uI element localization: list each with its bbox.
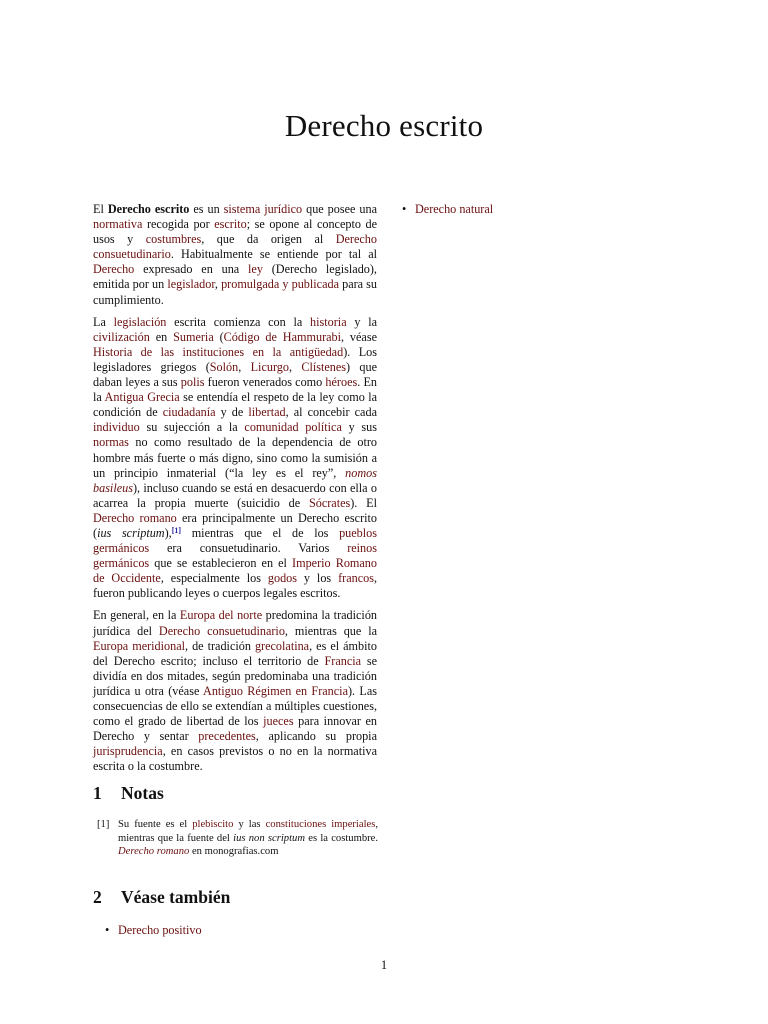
link-escrito[interactable]: escrito — [214, 217, 247, 232]
footnote-1 — [97, 818, 378, 859]
term-derecho-escrito: Derecho escrito — [107, 202, 190, 216]
link-grecolatina[interactable]: grecolatina — [254, 638, 310, 653]
see-also-list-left — [104, 923, 202, 938]
link-precedentes[interactable]: precedentes — [198, 729, 256, 744]
see-also-list — [104, 923, 202, 938]
footnote-text: Su fuente es el plebiscito y las constituciones imperiales, mientras que la fuente del ius non scriptum es la costumbre. Derecho romano en monografias.com — [118, 819, 379, 858]
footnote-ref-link[interactable]: [1] — [171, 525, 182, 535]
link-jurisprudencia[interactable]: jurisprudencia — [93, 744, 163, 759]
page-title: Derecho escrito — [284, 108, 484, 143]
link-europa-meridional[interactable]: Europa meridional — [93, 638, 186, 653]
paragraph-europe: En general, en la Europa del norte predomina la tradición jurídica del Derecho consuetudinario, mientras que la Europa meridional, de tradición grecolatina, es el ámbito del Derecho escrito; incluso el territorio de Francia se dividía en dos mitades, según predominaba una tradición jurídica u otra (véase Antiguo Régimen en Francia). Las consecuencias de ello se extendían a múltiples cuestiones, como el grado de libertad de los jueces para innovar en Derecho y sentar precedentes, aplicando su propia jurisprudencia, en casos previstos o no en la normativa escrita o la costumbre. — [93, 608, 378, 774]
ius-non-scriptum: ius non scriptum — [233, 832, 305, 844]
link-francia[interactable]: Francia — [324, 653, 362, 668]
footnote-ref — [172, 526, 181, 535]
link-legislacion[interactable]: legislación — [113, 314, 167, 329]
link-pueblos-germanicos[interactable]: pueblos germánicos — [93, 525, 377, 556]
link-comunidad-politica[interactable]: comunidad política — [244, 420, 342, 435]
link-promulgada-publicada[interactable]: promulgada y publicada — [221, 277, 339, 292]
link-derecho-consuetudinario[interactable]: Derecho consuetudinario — [93, 232, 377, 262]
link-normas[interactable]: normas — [93, 435, 129, 450]
list-item — [401, 202, 681, 217]
link-antigua-grecia[interactable]: Antigua Grecia — [104, 390, 180, 405]
derecho-romano-text: Derecho romano — [118, 846, 190, 858]
link-historia-instituciones[interactable]: Historia de las instituciones en la antigüedad — [93, 344, 344, 359]
link-francos[interactable]: francos — [338, 571, 374, 586]
link-legislador[interactable]: legislador — [167, 277, 215, 292]
link-godos[interactable]: godos — [267, 571, 297, 586]
nomos-basileus-text: nomos basileus — [93, 465, 377, 495]
link-ciudadania[interactable]: ciudadanía — [162, 405, 216, 420]
link-derecho-romano[interactable]: Derecho romano — [93, 510, 177, 525]
section-heading-vease: 2 Véase también — [93, 887, 231, 907]
link-normativa[interactable]: normativa — [93, 217, 143, 232]
link-heroes[interactable]: héroes — [325, 375, 358, 390]
footnote-mark: [1] — [97, 819, 110, 830]
link-sistema-juridico[interactable]: sistema jurídico — [223, 202, 303, 216]
link-derecho[interactable]: Derecho — [93, 262, 135, 277]
link-derecho-romano-monografias[interactable] — [118, 846, 189, 857]
section-heading-notas: 1 Notas — [93, 783, 164, 803]
link-derecho-natural[interactable]: Derecho natural — [415, 202, 494, 216]
link-sumeria[interactable]: Sumeria — [173, 329, 214, 344]
footnote-list — [97, 818, 378, 859]
link-clistenes[interactable]: Clístenes — [301, 359, 347, 374]
page-number: 1 — [380, 958, 388, 972]
link-historia[interactable]: historia — [310, 314, 347, 329]
link-civilizacion[interactable]: civilización — [93, 329, 150, 344]
link-derecho-positivo[interactable]: Derecho positivo — [118, 923, 202, 937]
link-socrates[interactable]: Sócrates — [308, 495, 351, 510]
link-individuo[interactable]: individuo — [93, 420, 140, 435]
list-item — [104, 923, 202, 938]
link-jueces[interactable]: jueces — [263, 714, 294, 729]
link-imperio-romano-occidente[interactable]: Imperio Romano de Occidente — [93, 556, 377, 586]
link-costumbres[interactable]: costumbres — [145, 232, 202, 247]
link-constituciones-imperiales[interactable]: constituciones imperiales — [265, 819, 376, 830]
link-solon[interactable]: Solón — [209, 359, 239, 374]
ius-scriptum: ius scriptum — [97, 525, 165, 540]
link-codigo-hammurabi[interactable]: Código de Hammurabi — [223, 329, 342, 344]
main-column — [93, 202, 377, 781]
link-libertad[interactable]: libertad — [248, 405, 286, 420]
see-also-list-right — [401, 202, 681, 217]
link-europa-norte[interactable]: Europa del norte — [179, 608, 263, 623]
link-reinos-germanicos[interactable]: reinos germánicos — [93, 541, 377, 571]
link-licurgo[interactable]: Licurgo — [250, 359, 289, 374]
link-derecho-consuetudinario-2[interactable]: Derecho consuetudinario — [158, 623, 285, 638]
link-plebiscito[interactable]: plebiscito — [192, 819, 234, 830]
link-polis[interactable]: polis — [180, 375, 205, 390]
paragraph-intro: El Derecho escrito es un sistema jurídico que posee una normativa recogida por escrito; se opone al concepto de usos y costumbres, que da origen al Derecho consuetudinario. Habitualmente se entiende por tal al Derecho expresado en una ley (Derecho legislado), emitida por un legislador, promulgada y publicada para su cumplimiento. — [93, 202, 378, 307]
right-column — [401, 202, 681, 217]
paragraph-history: La legislación escrita comienza con la historia y la civilización en Sumeria (Código de Hammurabi, véase Historia de las instituciones en la antigüedad). Los legisladores griegos (Solón, Licurgo, Clístenes) que daban leyes a sus polis fueron venerados como héroes. En la Antigua Grecia se entendía el respeto de la ley como la condición de ciudadanía y de libertad, al concebir cada individuo su sujección a la comunidad política y sus normas no como resultado de la dependencia de otro hombre más fuerte o más digno, sino como la sumisión a un principio inmaterial (“la ley es el rey”, nomos basileus), incluso cuando se está en desacuerdo con ella o acarrea la propia muerte (suicidio de Sócrates). El Derecho romano era principalmente un Derecho escrito (ius scriptum),[1] mientras que el de los pueblos germánicos era consuetudinario. Varios reinos germánicos que se establecieron en el Imperio Romano de Occidente, especialmente los godos y los francos, fueron publicando leyes o cuerpos legales escritos. — [93, 314, 378, 601]
link-ley[interactable]: ley — [248, 262, 263, 277]
link-antiguo-regimen[interactable]: Antiguo Régimen en Francia — [203, 683, 348, 698]
